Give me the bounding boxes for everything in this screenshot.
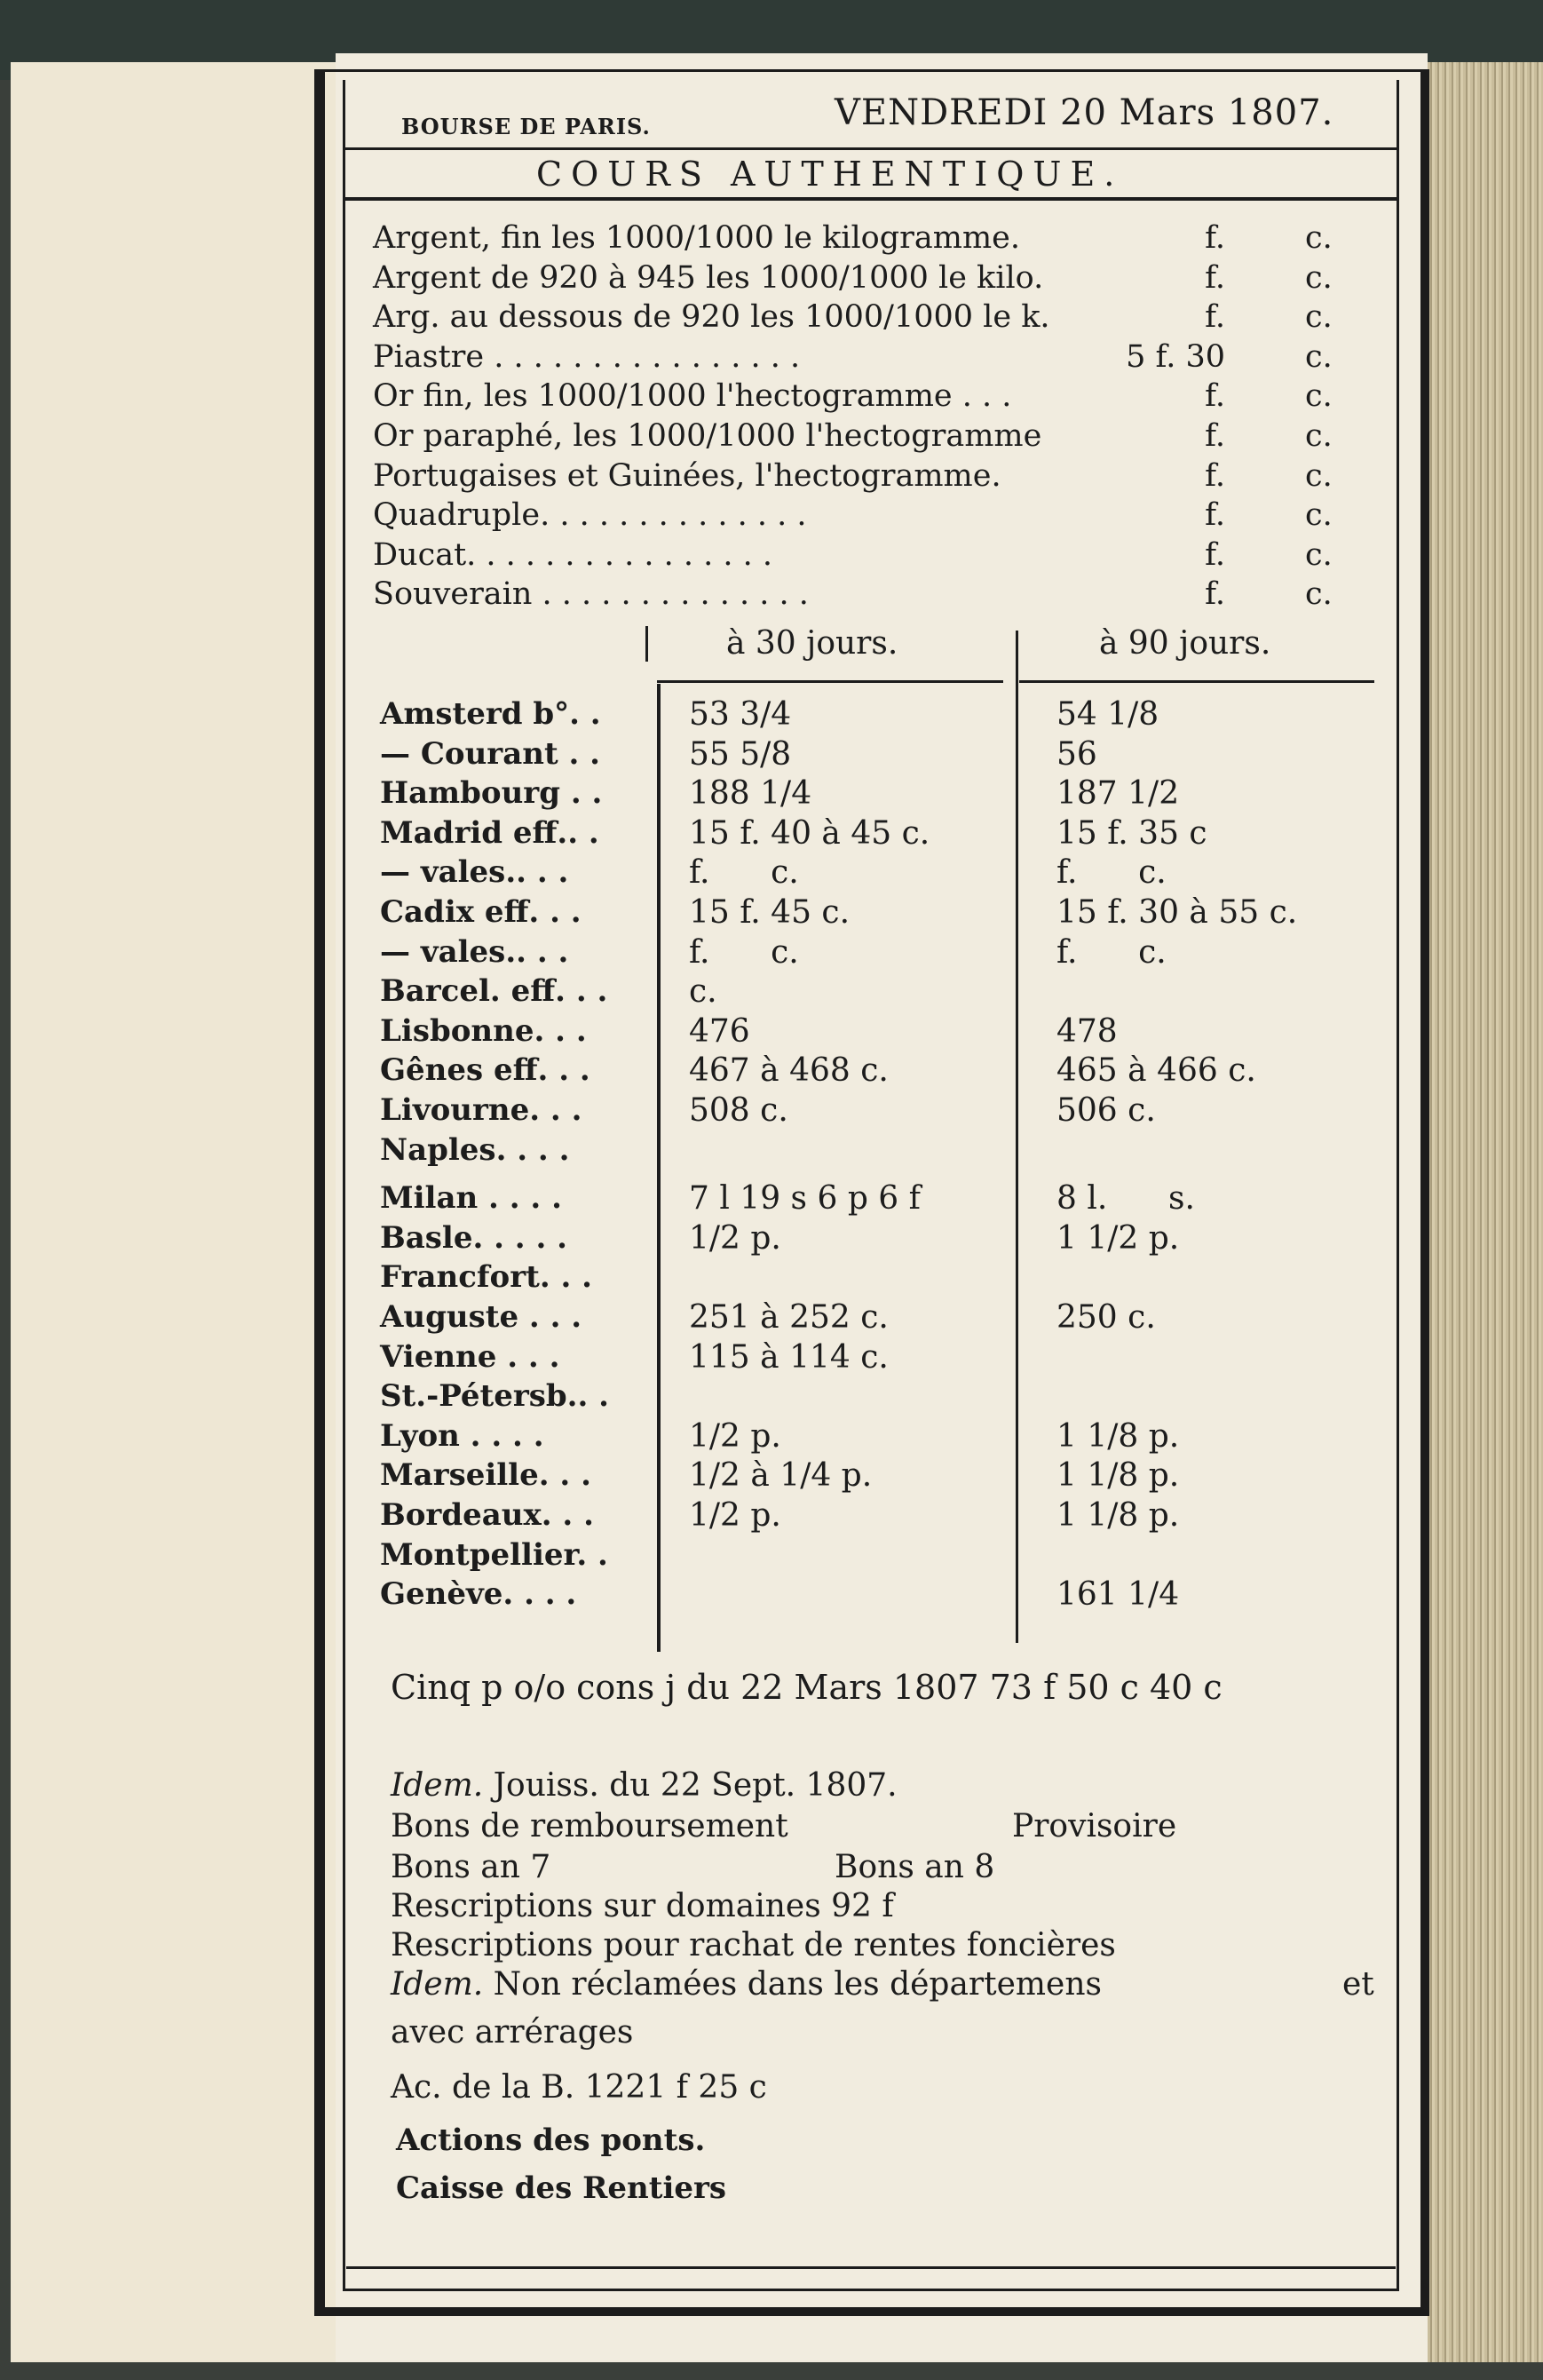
metal-franc-value: f. [1205,259,1225,296]
exchange-place: — Courant . . [380,735,601,772]
rate-90-days: 1 1/8 p. [1056,1457,1180,1495]
metal-label: Piastre . . . . . . . . . . . . . . . . [373,338,801,375]
exchange-place: Bordeaux. . . [380,1497,594,1533]
idem-non-reclamees-text: Non réclamées dans les départemens [493,1966,1103,2003]
idem-jouissance [391,1767,898,1804]
rate-30-days: 1/2 p. [689,1219,781,1257]
cinq-pour-cent: Cinq p o/o cons j du 22 Mars 1807 73 f 50 c 40 c [391,1668,1223,1707]
page-edges [1420,62,1543,2362]
bons-remboursement: Bons de remboursement [391,1808,788,1844]
rate-30-days: 508 c. [689,1092,788,1129]
exchange-place: Lisbonne. . . [380,1012,587,1049]
rate-90-days: 250 c. [1056,1299,1156,1336]
exchange-place: Amsterd b°. . [380,696,601,732]
exchange-place: Hambourg . . [380,775,603,812]
caisse-des-rentiers: Caisse des Rentiers [396,2170,727,2206]
header-divider-left [645,626,648,662]
exchange-place: Cadix eff. . . [380,894,582,930]
rate-30-days: 1/2 p. [689,1417,781,1455]
et-word: et [1342,1966,1374,2003]
page-title: COURS AUTHENTIQUE. [536,155,1124,194]
rate-30-days: f. c. [689,933,799,971]
bottom-rule [346,2266,1396,2269]
col-90-header: à 90 jours. [1099,625,1271,662]
rate-90-days: 187 1/2 [1056,775,1180,813]
exchange-place: Barcel. eff. . . [380,973,608,1010]
bourse-label: BOURSE DE PARIS. [401,114,651,139]
metal-centime-value: c. [1305,497,1333,534]
metal-label: Ducat. . . . . . . . . . . . . . . . [373,536,773,573]
exchange-place: Francfort. . . [380,1259,593,1296]
rate-90-days: 1 1/8 p. [1056,1497,1180,1534]
exchange-place: Vienne . . . [380,1338,560,1375]
rate-90-days: 15 f. 35 c [1056,814,1207,852]
rate-30-days: 1/2 p. [689,1497,781,1534]
metal-centime-value: c. [1305,536,1333,573]
metal-label: Argent de 920 à 945 les 1000/1000 le kilo. [373,259,1044,296]
metal-label: Arg. au dessous de 920 les 1000/1000 le k. [373,299,1050,336]
metal-label: Or fin, les 1000/1000 l'hectogramme . . . [373,378,1012,415]
rate-90-days: 161 1/4 [1056,1576,1180,1614]
rate-90-days: 8 l. s. [1056,1180,1195,1218]
rate-90-days: 478 [1056,1012,1118,1050]
rate-30-days: 7 l 19 s 6 p 6 f [689,1180,921,1218]
metal-label: Souverain . . . . . . . . . . . . . . [373,576,809,613]
rate-90-days: 1 1/2 p. [1056,1219,1180,1257]
exchange-place: Auguste . . . [380,1299,582,1335]
header-rule [344,147,1397,150]
exchange-place: Lyon . . . . [380,1417,544,1454]
exchange-place: Gênes eff. . . [380,1052,590,1089]
exchange-place: Milan . . . . [380,1180,562,1217]
rate-30-days: 188 1/4 [689,775,812,813]
bons-an-8: Bons an 8 [835,1849,995,1885]
idem-jouissance-text: Jouiss. du 22 Sept. 1807. [493,1767,898,1804]
idem-label: Idem. [391,1767,484,1804]
column-divider-left [657,684,661,1652]
avec-arrerages: avec arrérages [391,2014,634,2051]
rate-90-days: 56 [1056,735,1097,773]
col90-header-rule [1019,680,1374,683]
metal-centime-value: c. [1305,338,1333,375]
rescriptions-rachat: Rescriptions pour rachat de rentes foncières [391,1927,1116,1964]
rate-90-days: 506 c. [1056,1092,1156,1129]
exchange-place: — vales.. . . [380,854,569,891]
metal-centime-value: c. [1305,259,1333,296]
rate-90-days: 15 f. 30 à 55 c. [1056,894,1298,931]
metal-franc-value: f. [1205,299,1225,336]
provisoire: Provisoire [1012,1808,1177,1844]
rate-30-days: 55 5/8 [689,735,792,773]
col30-header-rule [657,680,1003,683]
metal-franc-value: f. [1205,418,1225,454]
bons-an-7: Bons an 7 [391,1849,551,1885]
idem-non-reclamees [391,1966,1102,2003]
rate-90-days: f. c. [1056,854,1167,892]
idem-label-2: Idem. [391,1966,484,2003]
rate-30-days: 1/2 à 1/4 p. [689,1457,873,1495]
metal-franc-value: f. [1205,576,1225,613]
rate-30-days: f. c. [689,854,799,892]
rate-30-days: 115 à 114 c. [689,1338,889,1376]
rescriptions-domaines: Rescriptions sur domaines 92 f [391,1888,894,1924]
exchange-place: Livourne. . . [380,1092,582,1128]
title-rule [344,197,1397,201]
rate-30-days: c. [689,973,717,1011]
column-divider-right [1016,631,1018,1643]
rate-30-days: 251 à 252 c. [689,1299,889,1336]
metal-label: Quadruple. . . . . . . . . . . . . . [373,497,807,534]
metal-label: Argent, fin les 1000/1000 le kilogramme. [373,220,1020,256]
rate-90-days: 1 1/8 p. [1056,1417,1180,1455]
rate-90-days: 54 1/8 [1056,696,1159,733]
exchange-place: Madrid eff.. . [380,814,599,851]
metal-franc-value: f. [1205,457,1225,494]
rate-30-days: 53 3/4 [689,696,792,733]
metal-centime-value: c. [1305,299,1333,336]
metal-centime-value: c. [1305,418,1333,454]
rate-90-days: 465 à 466 c. [1056,1052,1256,1090]
metal-centime-value: c. [1305,378,1333,415]
metal-label: Portugaises et Guinées, l'hectogramme. [373,457,1001,494]
metal-franc-value: f. [1205,536,1225,573]
exchange-place: Naples. . . . [380,1131,570,1168]
col-30-header: à 30 jours. [726,625,898,662]
metal-franc-value: f. [1205,497,1225,534]
metal-franc-value: f. [1205,378,1225,415]
metal-centime-value: c. [1305,576,1333,613]
metal-centime-value: c. [1305,220,1333,256]
metal-centime-value: c. [1305,457,1333,494]
exchange-place: Marseille. . . [380,1457,591,1494]
rate-90-days: f. c. [1056,933,1167,971]
date-heading: VENDREDI 20 Mars 1807. [835,92,1334,133]
metal-franc-value: 5 f. 30 [1126,338,1225,375]
rate-30-days: 467 à 468 c. [689,1052,889,1090]
metal-franc-value: f. [1205,220,1225,256]
metal-label: Or paraphé, les 1000/1000 l'hectogramme [373,418,1042,454]
actions-des-ponts: Actions des ponts. [396,2122,706,2158]
actions-banque: Ac. de la B. 1221 f 25 c [391,2069,767,2106]
exchange-place: Genève. . . . [380,1576,577,1613]
exchange-place: — vales.. . . [380,933,569,970]
rate-30-days: 15 f. 40 à 45 c. [689,814,930,852]
exchange-place: Basle. . . . . [380,1219,567,1256]
exchange-place: Montpellier. . [380,1536,608,1573]
facing-blank-page [11,62,339,2362]
rate-30-days: 15 f. 45 c. [689,894,851,931]
rate-30-days: 476 [689,1012,750,1050]
exchange-place: St.-Pétersb.. . [380,1378,610,1415]
